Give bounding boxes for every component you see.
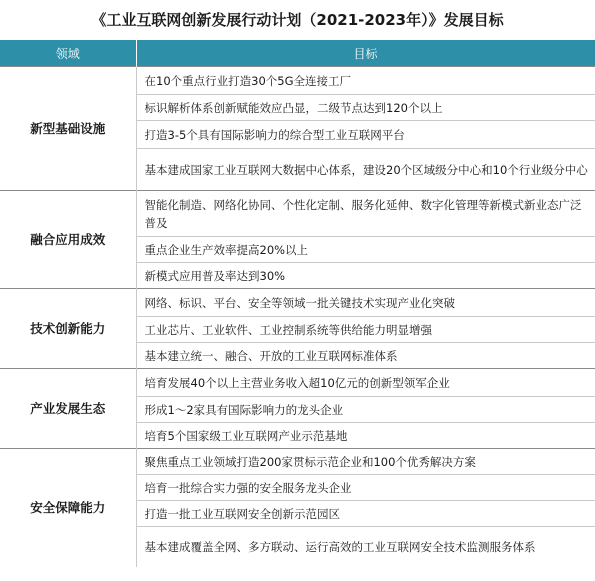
- goal-cell: 网络、标识、平台、安全等领域一批关键技术实现产业化突破: [136, 289, 595, 317]
- table-header-row: [0, 40, 595, 67]
- goal-cell: 聚焦重点工业领域打造200家贯标示范企业和100个优秀解决方案: [136, 449, 595, 475]
- goal-cell: 智能化制造、网络化协同、个性化定制、服务化延伸、数字化管理等新模式新业态广泛普及: [136, 191, 595, 237]
- table-row: [0, 289, 595, 317]
- goal-cell: 打造一批工业互联网安全创新示范园区: [136, 501, 595, 527]
- page-title: 《工业互联网创新发展行动计划（2021-2023年）》发展目标: [91, 11, 504, 29]
- domain-cell: 新型基础设施: [0, 67, 136, 191]
- goals-table: [0, 40, 595, 567]
- header-domain: 领域: [0, 40, 136, 67]
- goal-cell: 标识解析体系创新赋能效应凸显，二级节点达到120个以上: [136, 95, 595, 121]
- goal-cell: 基本建立统一、融合、开放的工业互联网标准体系: [136, 343, 595, 369]
- goal-cell: 打造3-5个具有国际影响力的综合型工业互联网平台: [136, 121, 595, 149]
- goal-cell: 基本建成国家工业互联网大数据中心体系，建设20个区域级分中心和10个行业级分中心: [136, 149, 595, 191]
- domain-cell: 技术创新能力: [0, 289, 136, 369]
- table-row: [0, 191, 595, 237]
- goal-cell: 形成1～2家具有国际影响力的龙头企业: [136, 397, 595, 423]
- goal-cell: 重点企业生产效率提高20%以上: [136, 237, 595, 263]
- table-row: [0, 67, 595, 95]
- goal-cell: 培育一批综合实力强的安全服务龙头企业: [136, 475, 595, 501]
- goal-cell: 工业芯片、工业软件、工业控制系统等供给能力明显增强: [136, 317, 595, 343]
- domain-cell: 融合应用成效: [0, 191, 136, 289]
- domain-cell: 产业发展生态: [0, 369, 136, 449]
- header-goal: 目标: [136, 40, 595, 67]
- goal-cell: 新模式应用普及率达到30%: [136, 263, 595, 289]
- goal-cell: 培育5个国家级工业互联网产业示范基地: [136, 423, 595, 449]
- table-row: [0, 449, 595, 475]
- table-row: [0, 369, 595, 397]
- goal-cell: 在10个重点行业打造30个5G全连接工厂: [136, 67, 595, 95]
- goal-cell: 培育发展40个以上主营业务收入超10亿元的创新型领军企业: [136, 369, 595, 397]
- domain-cell: 安全保障能力: [0, 449, 136, 567]
- goal-cell: 基本建成覆盖全网、多方联动、运行高效的工业互联网安全技术监测服务体系: [136, 527, 595, 567]
